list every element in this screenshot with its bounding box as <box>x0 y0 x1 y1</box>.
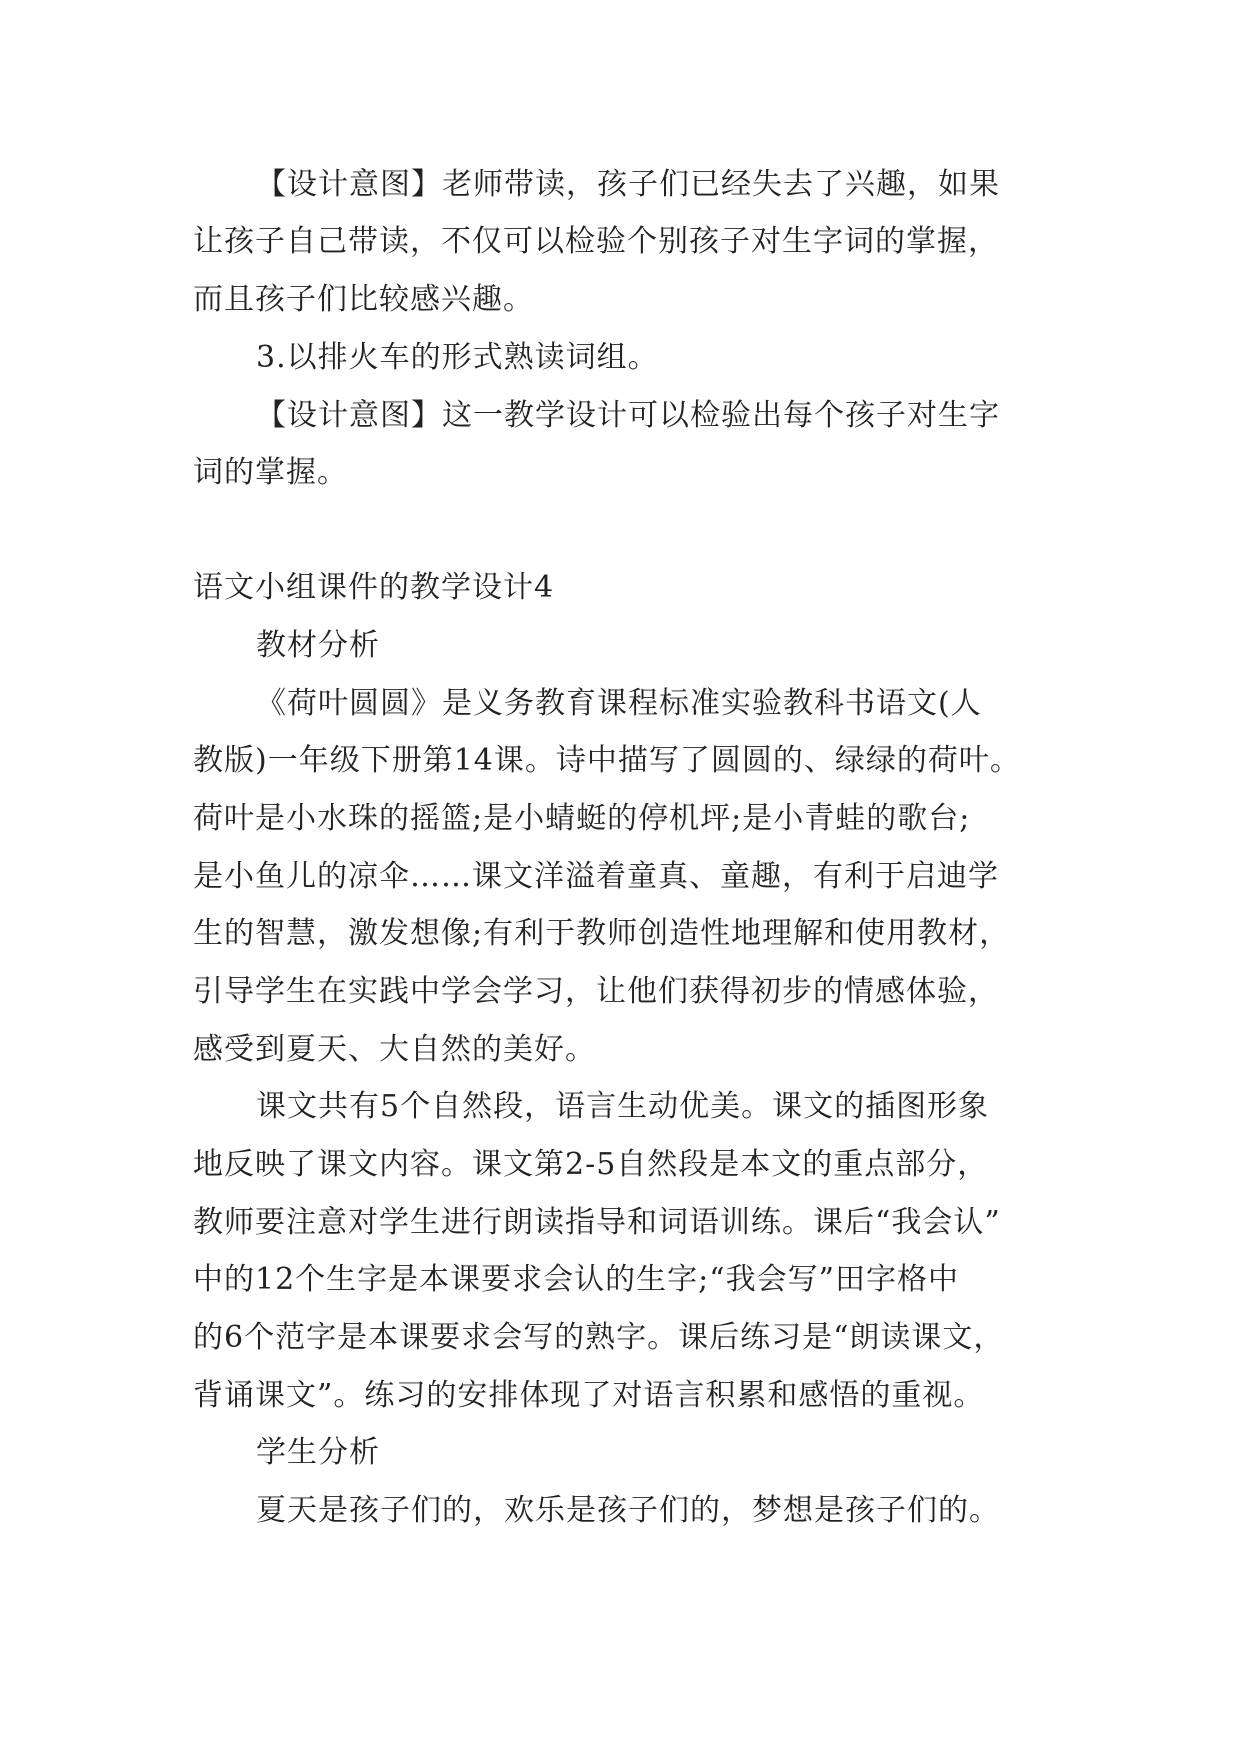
material-para-2-line-4: 中的12个生字是本课要求会认的生字;“我会写”田字格中 <box>193 1262 959 1297</box>
material-para-2-line-1: 课文共有5个自然段，语言生动优美。课文的插图形象 <box>256 1089 990 1124</box>
section-title: 语文小组课件的教学设计4 <box>193 570 555 605</box>
design-intent-line-1: 【设计意图】老师带读，孩子们已经失去了兴趣，如果 <box>256 167 1000 202</box>
design-intent-2-line-1: 【设计意图】这一教学设计可以检验出每个孩子对生字 <box>256 398 1000 433</box>
material-para-1-line-6: 引导学生在实践中学会学习，让他们获得初步的情感体验， <box>193 974 999 1009</box>
design-intent-line-3: 而且孩子们比较感兴趣。 <box>193 282 534 317</box>
material-para-1-line-3: 荷叶是小水珠的摇篮;是小蜻蜓的停机坪;是小青蛙的歌台; <box>193 801 971 836</box>
step-3: 3.以排火车的形式熟读词组。 <box>256 340 659 375</box>
material-para-1-line-7: 感受到夏天、大自然的美好。 <box>193 1032 596 1067</box>
design-intent-2-line-2: 词的掌握。 <box>193 455 348 490</box>
material-para-2-line-5: 的6个范字是本课要求会写的熟字。课后练习是“朗读课文， <box>193 1320 1005 1355</box>
material-para-2-line-3: 教师要注意对学生进行朗读指导和词语训练。课后“我会认” <box>193 1205 1001 1240</box>
student-para-1-line-1: 夏天是孩子们的，欢乐是孩子们的，梦想是孩子们的。 <box>256 1493 1000 1528</box>
material-para-1-line-5: 生的智慧，激发想像;有利于教师创造性地理解和使用教材， <box>193 916 1011 951</box>
material-para-1-line-1: 《荷叶圆圆》是义务教育课程标准实验教科书语文(人 <box>256 686 982 721</box>
design-intent-line-2: 让孩子自己带读，不仅可以检验个别孩子对生字词的掌握， <box>193 224 999 259</box>
material-para-1-line-4: 是小鱼儿的凉伞……课文洋溢着童真、童趣，有利于启迪学 <box>193 859 999 894</box>
material-para-1-line-2: 教版)一年级下册第14课。诗中描写了圆圆的、绿绿的荷叶。 <box>193 743 1021 778</box>
heading-student-analysis: 学生分析 <box>256 1435 380 1470</box>
heading-material-analysis: 教材分析 <box>256 628 380 663</box>
material-para-2-line-2: 地反映了课文内容。课文第2-5自然段是本文的重点部分， <box>193 1147 989 1182</box>
material-para-2-line-6: 背诵课文”。练习的安排体现了对语言积累和感悟的重视。 <box>193 1378 985 1413</box>
